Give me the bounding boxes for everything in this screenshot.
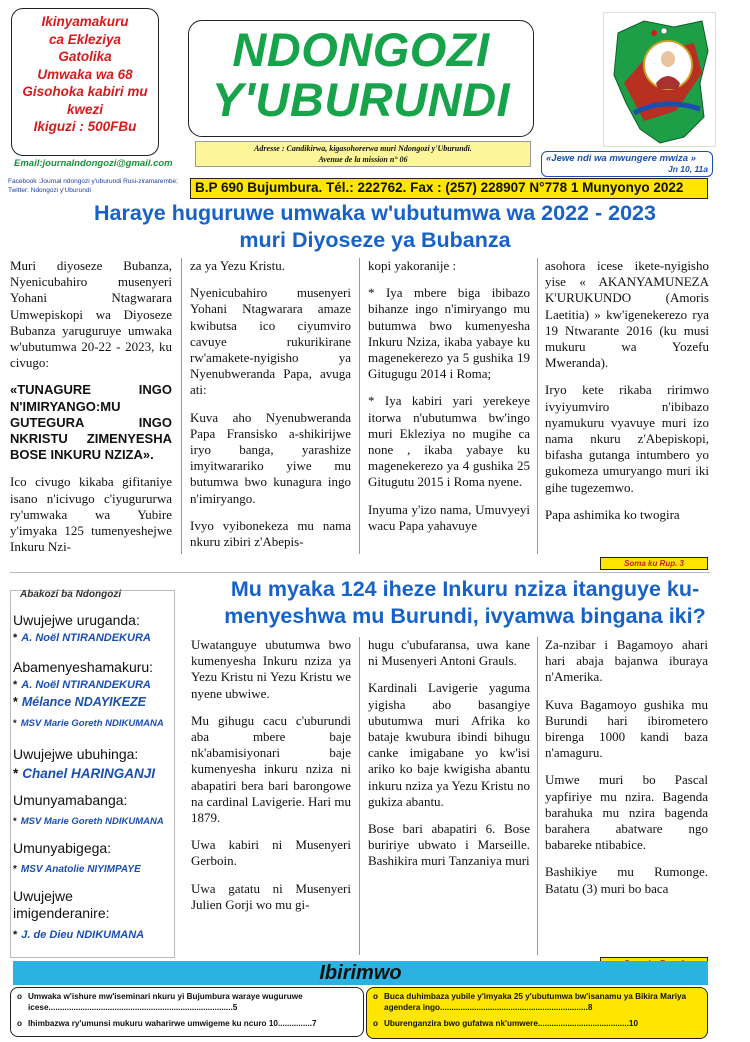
bible-quote [541, 151, 713, 177]
headline-line: menyeshwa mu Burundi, ivyamwa bingana iki? [224, 604, 706, 628]
article1-column-2 [190, 258, 351, 561]
paragraph: Inyuma y'izo nama, Umuvyeyi wacu Papa yahavuye [368, 501, 530, 533]
paragraph: kopi yakoranije : [368, 258, 457, 273]
address-line: Avenue de la mission n° 06 [318, 155, 408, 164]
article1-column-1 [10, 258, 172, 566]
contents-item[interactable]: o Buca duhimbaza yubile y'imyaka 25 y'ubutumwa bw'isanamu ya Bikira Mariya agendera ingo.................................................................8 [373, 992, 687, 1012]
paragraph: Za-nzibar i Bagamoyo ahari hari abaja bajanwa iburaya n'Amerika. [545, 637, 708, 685]
headline-line: muri Diyoseze ya Bubanza [239, 228, 511, 252]
paragraph: Uwa kabiri ni Musenyeri Gerboin. [191, 837, 351, 869]
paragraph: Kardinali Lavigerie yaguma yigisha abo basangiye ubutumwa muri Afrika ko bataje kwubura ibindi bihugu canke imigabane yo kw'isi ariko ko baje kwigisha abantu inkuru nziza ya Yezu Kristu no gukiza abantu. [368, 680, 530, 809]
article2-headline[interactable] [200, 576, 730, 630]
article1-column-3 [368, 258, 530, 545]
staff-role: Umunyamabanga: [13, 792, 128, 808]
paragraph: hugu c'ubufaransa, uwa kane ni Musenyeri Antoni Grauls. [368, 637, 530, 669]
paragraph: Papa ashimika ko twogira [545, 506, 680, 522]
staff-name: * J. de Dieu NDIKUMANA [13, 929, 145, 941]
masthead-info-line: kwezi [66, 101, 104, 117]
contents-right-box [366, 987, 708, 1039]
staff-name: * MSV Marie Goreth NDIKUMANA [13, 718, 164, 729]
paragraph: Kuva aho Nyenubweranda Papa Fransisko a-shikirijwe iryo banga, yarashize imyitwarariko yiwe mu butumwa bwo kunagura ingo n'imiryango. [190, 409, 351, 506]
column-divider [537, 258, 538, 554]
column-divider [537, 637, 538, 955]
staff-name: * A. Noël NTIRANDEKURA [13, 679, 151, 691]
staff-name: * Mélance NDAYIKEZE [13, 695, 146, 709]
issue-info-bar: B.P 690 Bujumbura. Tél.: 222762. Fax : (257) 228907 N°778 1 Munyonyo 2022 [190, 178, 708, 199]
email-link[interactable]: Email:journalndongozi@gmail.com [14, 158, 173, 169]
contents-title: Ibirimwo [319, 962, 402, 984]
paragraph: Muri diyoseze Bubanza, Nyenicubahiro musenyeri Yohani Ntagwarara Umwepiskopi wa Diyoseze Bubanza yaruguruye umwaka w'ubutumwa 20-22 - 2023, ku civugo: [10, 258, 172, 371]
staff-role: Uwujejwe uruganda: [13, 612, 140, 628]
paragraph: Iryo kete rikaba ririmwo ivyiyumviro n'ibibazo nyamukuru vyavuye muri izo nama nkuru z'Abepiskopi, bifasha gutanga intumbero yo gukomeza umuryango muri iki gihe tugezemwo. [545, 382, 709, 495]
masthead-info-line: ca Ekleziya [48, 31, 122, 47]
column-divider [181, 258, 182, 554]
masthead-info-line: Gisohoka kabiri mu [22, 84, 148, 99]
contents-left-box [10, 987, 364, 1037]
staff-role: Uwujejwe imigenderanire: [13, 888, 110, 921]
staff-role: Abamenyeshamakuru: [13, 659, 154, 675]
headline-line: Mu myaka 124 iheze Inkuru nziza itanguye ku- [230, 577, 700, 601]
headline-line: Haraye huguruwe umwaka w'ubutumwa wa 2022 - 2023 [94, 201, 656, 225]
masthead-info-box [11, 8, 159, 156]
address-line: Adresse : Candikirwa, kigasohorerwa muri Ndongozi y'Uburundi. [254, 144, 472, 153]
masthead-info-line: Gatolika [58, 49, 112, 64]
paragraph: Nyenicubahiro musenyeri Yohani Ntagwarara amaze kwibutsa ico ciyumviro cavuye rukurikirane rw'amakete-nyigisho ya Nyenubweranda Papa, avuga ati: [190, 285, 351, 398]
paragraph: Uwatanguye ubutumwa bwo kumenyesha Inkuru nziza ya Yezu Kristu ni Yezu Kristu we nyene ubwiwe. [191, 637, 351, 701]
paragraph: Ivyo vyibonekeza mu nama nkuru zibiri z'Abepis- [190, 517, 351, 550]
logo-illustration [604, 13, 717, 148]
continued-link[interactable]: Soma ku Rup. 3 [600, 557, 708, 570]
paragraph: * Iya kabiri yari yerekeye itorwa n'ubutumwa bw'ingo muri Ekleziya no mugihe ca none , ikaba yabaye ku magenekerezo ya 4 gushika 25 Gitugutu 2015 i Roma nyene. [368, 393, 530, 490]
staff-name: * A. Noël NTIRANDEKURA [13, 632, 151, 644]
paragraph: Bose bari abapatiri 6. Bose buririye ubwato i Marseille. Bashikira muri Tanzaniya muri [368, 821, 530, 869]
paragraph: asohora icese ikete-nyigisho yise « AKANYAMUNEZA K'URUKUNDO (Amoris Laetitia) » kw'igenekerezo rya 19 Ntwarante 2016 (ku musi mukuru wa Yozefu Mweranda). [545, 258, 709, 371]
staff-heading: Abakozi ba Ndongozi [20, 589, 122, 600]
contents-item[interactable]: o Ihimbazwa ry'umunsi mukuru waharirwe umwigeme ku ncuro 10...............7 [17, 1019, 317, 1028]
social-links[interactable]: Facebook :Journal ndongozi y'uburundi Rusi-ziramarembe; Twitter: Ndongozi y'Uburundi [8, 178, 178, 194]
column-divider [359, 258, 360, 554]
paragraph: za ya Yezu Kristu. [190, 258, 285, 273]
paragraph: Umwe muri bo Pascal yapfiriye mu nzira. Bagenda barahuka mu nzira bagenda barahera abatware ngo babareke ntibabice. [545, 772, 708, 853]
paragraph: Mu gihugu cacu c'uburundi aba mbere baje nk'abamisiyonari baje kumenyesha inkuru nziza ni abapatiri bera bari barongowe na cardinal Lavigerie. Hari mu 1879. [191, 712, 351, 826]
paragraph: * Iya mbere biga ibibazo bihanze ingo n'imiryango mu butumwa bwo kumenyesha Inkuru Nziza, ikaba yabaye ku magenekerezo ya 5 gushika 19 Gitugugu 2014 i Roma; [368, 285, 530, 382]
paragraph: Ico civugo kikaba gifitaniye isano n'icivugo c'iyugururwa ry'umwaka wa Yubire y'imyaka 125 tumenyeshejwe Inkuru Nzi- [10, 474, 172, 555]
quote-reference: Jn 10, 11a [667, 164, 708, 174]
staff-role: Uwujejwe ubuhinga: [13, 746, 139, 762]
masthead-info-line: Ikiguzi : 500FBu [33, 119, 137, 134]
contents-item[interactable]: o Uburenganzira bwo gufatwa nk'umwere........................................10 [373, 1019, 639, 1028]
paragraph: Kuva Bagamoyo gushika mu Burundi hari ibirometero birenga 1000 kandi baza n'amaguru. [545, 696, 708, 761]
article1-headline[interactable] [6, 200, 744, 254]
staff-name: * MSV Anatolie NIYIMPAYE [13, 864, 141, 875]
masthead-info-line: Umwaka wa 68 [37, 66, 133, 82]
staff-name: * Chanel HARINGANJI [13, 766, 156, 781]
article1-column-4 [545, 258, 709, 534]
address-box [195, 141, 531, 167]
article2-column-3 [545, 637, 708, 908]
article2-column-1 [191, 637, 351, 924]
burundi-map-logo [603, 12, 716, 147]
newspaper-title-line2: Y'UBURUNDI [211, 73, 511, 126]
staff-name: * MSV Marie Goreth NDIKUMANA [13, 816, 164, 827]
paragraph: Uwa gatatu ni Musenyeri Julien Gorji wo mu gi- [191, 880, 351, 912]
newspaper-title-box [188, 20, 534, 137]
masthead-info-line: Ikinyamakuru [41, 14, 129, 29]
newspaper-title-line1: NDONGOZI [232, 23, 490, 76]
motto-paragraph: «TUNAGURE INGO N'IMIRYANGO:MU GUTEGURA INGO NKRISTU ZIMENYESHA BOSE INKURU NZIZA». [10, 382, 172, 463]
quote-text: «Jewe ndi wa mwungere mwiza » [546, 153, 696, 164]
article2-column-2 [368, 637, 530, 881]
contents-item[interactable]: o Umwaka w'ishure mw'iseminari nkuru yi Bujumbura waraye wuguruwe icese.................................................................................5 [17, 992, 303, 1012]
paragraph: Bashikiye mu Rumonge. Batatu (3) muri bo baca [545, 864, 708, 896]
staff-role: Umunyabigega: [13, 840, 112, 856]
column-divider [359, 637, 360, 955]
section-divider [10, 572, 710, 573]
